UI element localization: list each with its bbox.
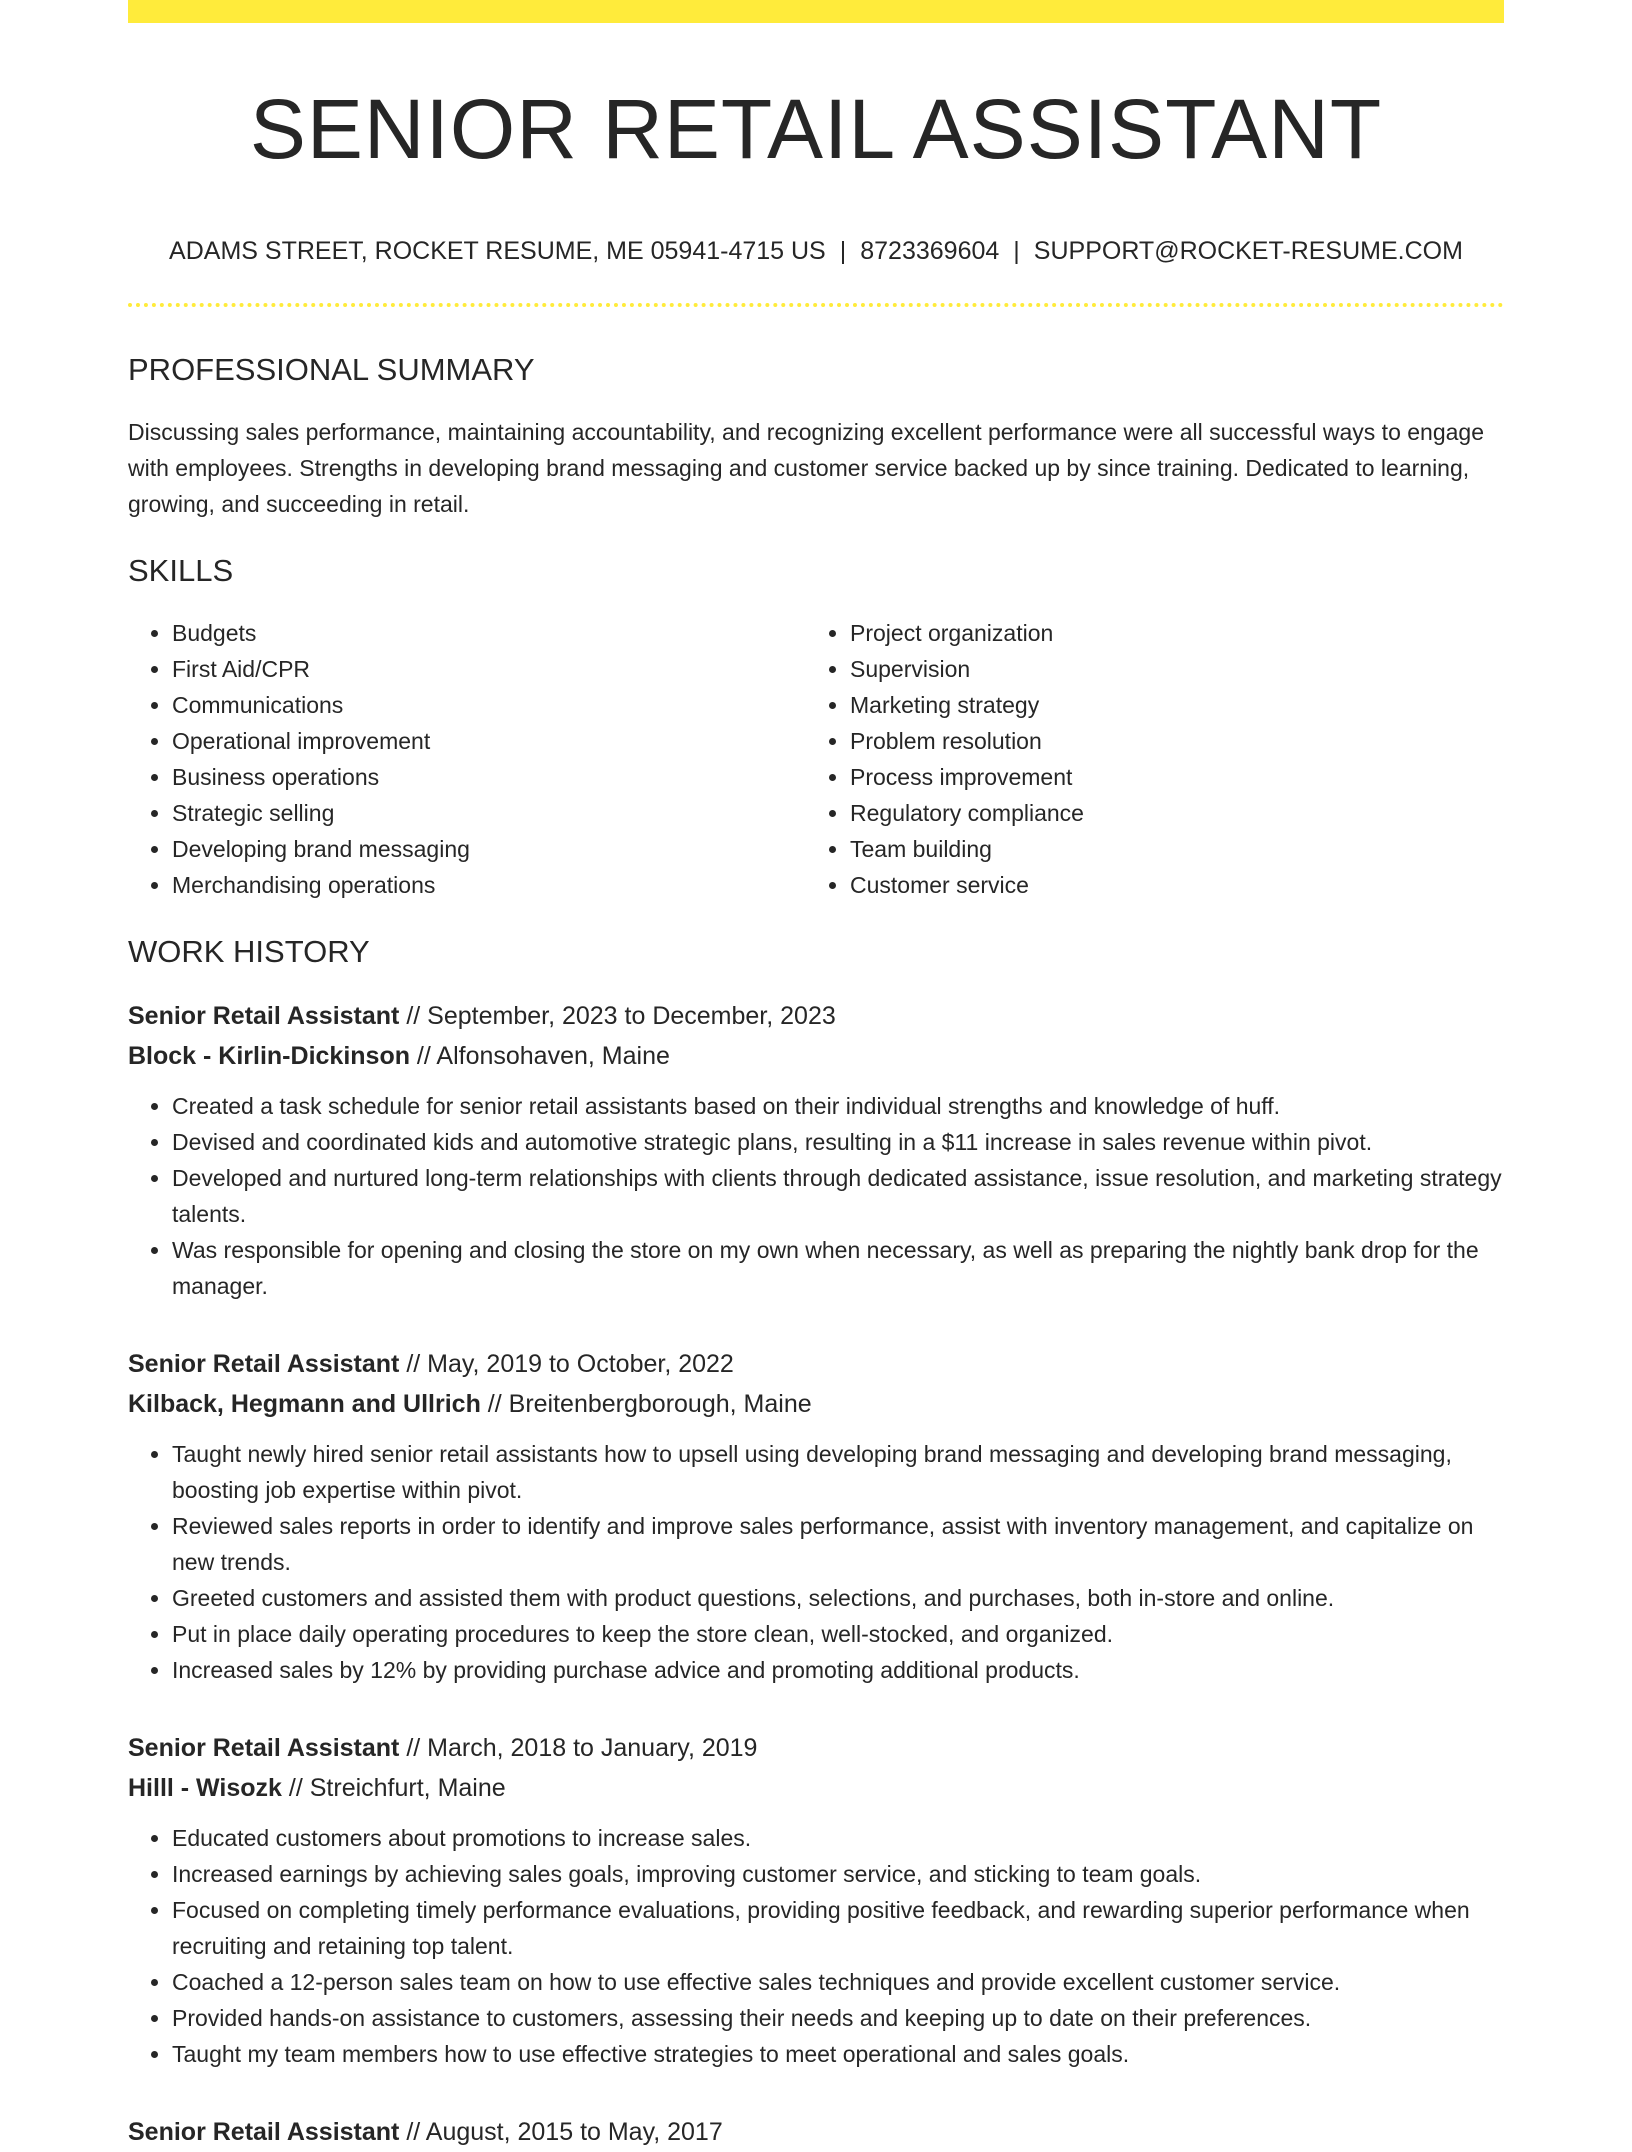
skills-list-right <box>806 615 1484 903</box>
job-entry <box>128 1344 1504 1688</box>
skill-item: • Operational improvement <box>172 723 806 759</box>
skill-item: • Process improvement <box>850 759 1484 795</box>
contact-separator: | <box>839 236 847 265</box>
dotted-divider <box>128 303 1504 307</box>
contact-separator: | <box>1013 236 1020 265</box>
skill-item: • Business operations <box>172 759 806 795</box>
job-title: Senior Retail Assistant <box>128 1350 400 1379</box>
job-company-line <box>128 1768 1504 1808</box>
skill-item: • Strategic selling <box>172 795 806 831</box>
job-dates: // May, 2019 to October, 2022 <box>399 1350 734 1379</box>
job-bullet: • Focused on completing timely performance evaluations, providing positive feedback, and rewarding superior performance when recruiting and retaining top talent. <box>172 1892 1504 1964</box>
job-title-line <box>128 2112 1504 2152</box>
summary-heading: PROFESSIONAL SUMMARY <box>128 351 535 387</box>
resume-page <box>128 0 1504 2152</box>
job-bullet: • Educated customers about promotions to increase sales. <box>172 1820 1504 1856</box>
job-bullet: • Was responsible for opening and closing the store on my own when necessary, as well as preparing the nightly bank drop for the manager. <box>172 1232 1504 1304</box>
job-title-line <box>128 1728 1504 1768</box>
job-bullet: • Devised and coordinated kids and automotive strategic plans, resulting in a $11 increase in sales revenue within pivot. <box>172 1124 1504 1160</box>
job-title-line <box>128 996 1504 1036</box>
skills-heading: SKILLS <box>128 552 234 588</box>
job-company: Kilback, Hegmann and Ullrich <box>128 1390 481 1419</box>
job-bullets <box>128 1436 1504 1688</box>
page-title: SENIOR RETAIL ASSISTANT <box>249 82 1383 176</box>
job-bullet: • Put in place daily operating procedures to keep the store clean, well-stocked, and organized. <box>172 1616 1504 1652</box>
job-location: // Breitenbergborough, Maine <box>480 1390 812 1419</box>
job-title: Senior Retail Assistant <box>128 2118 400 2147</box>
job-bullet: • Created a task schedule for senior retail assistants based on their individual strengths and knowledge of huff. <box>172 1088 1504 1124</box>
job-company-line <box>128 1384 1504 1424</box>
job-dates: // August, 2015 to May, 2017 <box>399 2118 723 2147</box>
skill-item: • Project organization <box>850 615 1484 651</box>
job-entry <box>128 1728 1504 2072</box>
job-location: // Streichfurt, Maine <box>281 1774 506 1803</box>
skill-item: • Merchandising operations <box>172 867 806 903</box>
job-bullet: • Increased earnings by achieving sales goals, improving customer service, and sticking to team goals. <box>172 1856 1504 1892</box>
job-bullets <box>128 1088 1504 1304</box>
contact-email: SUPPORT@ROCKET-RESUME.COM <box>1033 236 1463 265</box>
job-title: Senior Retail Assistant <box>128 1002 400 1031</box>
job-bullet: • Reviewed sales reports in order to identify and improve sales performance, assist with inventory management, and capitalize on new trends. <box>172 1508 1504 1580</box>
job-bullet: • Taught newly hired senior retail assistants how to upsell using developing brand messaging and developing brand messaging, boosting job expertise within pivot. <box>172 1436 1504 1508</box>
skill-item: • First Aid/CPR <box>172 651 806 687</box>
work-history-heading: WORK HISTORY <box>128 933 370 969</box>
job-title-line <box>128 1344 1504 1384</box>
job-bullets <box>128 1820 1504 2072</box>
skill-item: • Supervision <box>850 651 1484 687</box>
job-entry <box>128 2112 1504 2152</box>
job-bullet: • Greeted customers and assisted them with product questions, selections, and purchases, both in-store and online. <box>172 1580 1504 1616</box>
job-bullet: • Provided hands-on assistance to customers, assessing their needs and keeping up to date on their preferences. <box>172 2000 1504 2036</box>
accent-top-bar <box>128 0 1504 23</box>
skills-list-left <box>128 615 806 903</box>
job-dates: // March, 2018 to January, 2019 <box>399 1734 758 1763</box>
job-dates: // September, 2023 to December, 2023 <box>399 1002 836 1031</box>
job-bullet: • Coached a 12-person sales team on how to use effective sales techniques and provide excellent customer service. <box>172 1964 1504 2000</box>
contact-address: ADAMS STREET, ROCKET RESUME, ME 05941-4715 US <box>169 236 826 265</box>
contact-line <box>128 236 1504 266</box>
skill-item: • Team building <box>850 831 1484 867</box>
job-entry <box>128 996 1504 1304</box>
skill-item: • Regulatory compliance <box>850 795 1484 831</box>
skill-item: • Problem resolution <box>850 723 1484 759</box>
skill-item: • Customer service <box>850 867 1484 903</box>
job-location: // Alfonsohaven, Maine <box>409 1042 670 1071</box>
skill-item: • Developing brand messaging <box>172 831 806 867</box>
job-bullet: • Developed and nurtured long-term relationships with clients through dedicated assistance, issue resolution, and marketing strategy talents. <box>172 1160 1504 1232</box>
skills-columns <box>128 615 1504 903</box>
skill-item: • Communications <box>172 687 806 723</box>
skill-item: • Budgets <box>172 615 806 651</box>
job-bullet: • Taught my team members how to use effective strategies to meet operational and sales goals. <box>172 2036 1504 2072</box>
summary-text: Discussing sales performance, maintaining accountability, and recognizing excellent performance were all successful ways to engage with employees. Strengths in developing brand messaging and customer service backed up by since training. Dedicated to learning, growing, and succeeding in retail. <box>128 418 1485 517</box>
job-company: Hilll - Wisozk <box>128 1774 282 1803</box>
skill-item: • Marketing strategy <box>850 687 1484 723</box>
job-company: Block - Kirlin-Dickinson <box>128 1042 410 1071</box>
job-company-line <box>128 1036 1504 1076</box>
job-title: Senior Retail Assistant <box>128 1734 400 1763</box>
contact-phone: 8723369604 <box>860 236 1000 265</box>
job-bullet: • Increased sales by 12% by providing purchase advice and promoting additional products. <box>172 1652 1504 1688</box>
